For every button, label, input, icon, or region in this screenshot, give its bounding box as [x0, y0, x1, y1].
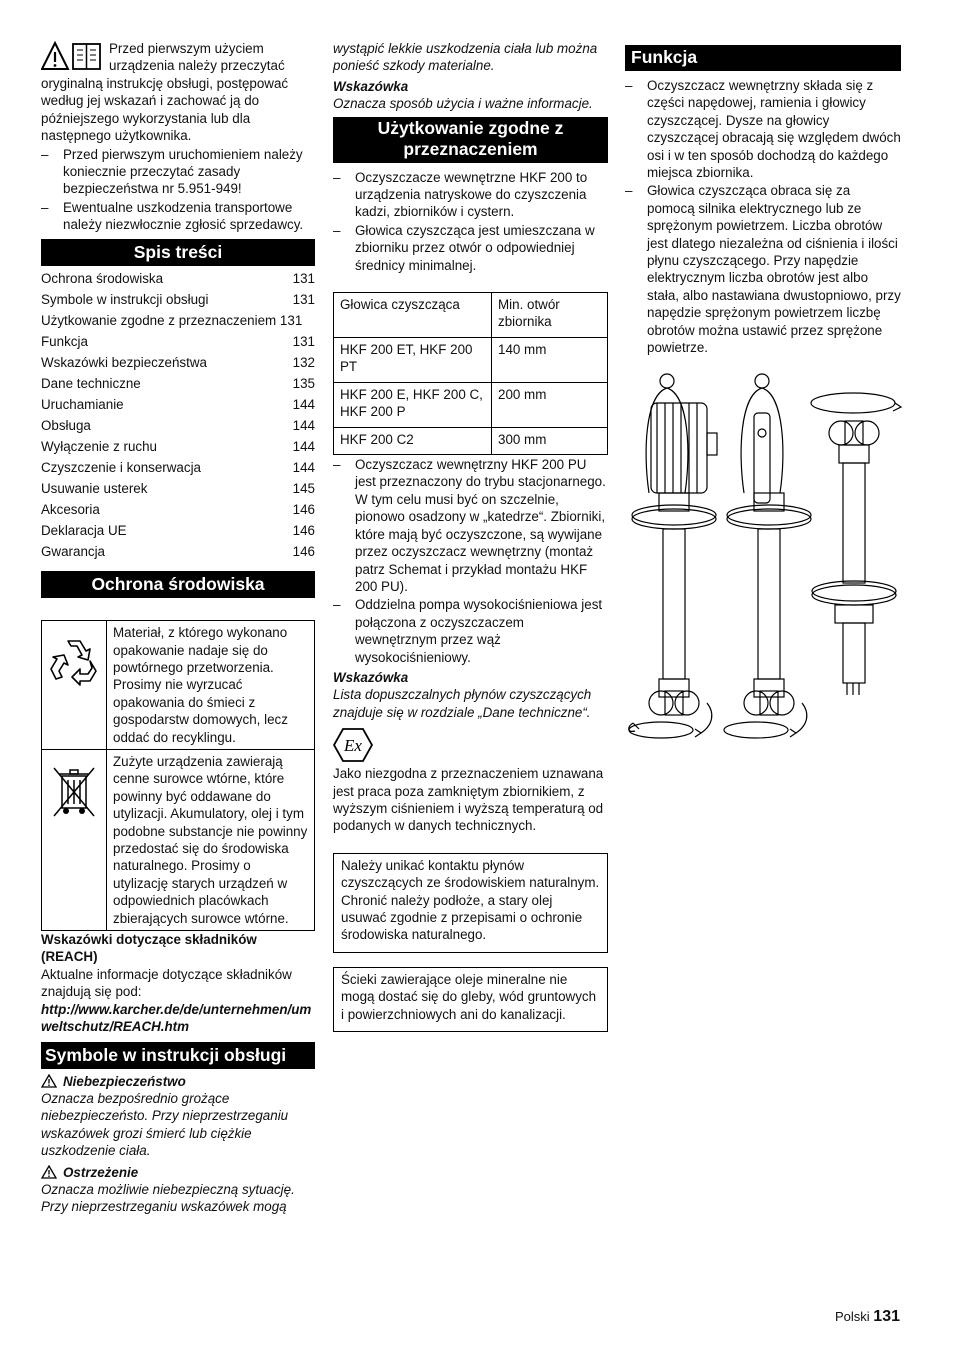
use-bullet: – Oczyszczacze wewnętrzne HKF 200 to urządzenia natryskowe do czyszczenia kadzi, zbiorników i cystern.: [333, 169, 608, 221]
column-left: [41, 40, 315, 1216]
device-electric: [629, 374, 717, 738]
danger-triangle-icon: [41, 1074, 57, 1088]
crossed-bin-icon: [48, 764, 100, 822]
warning-triangle-icon: [41, 41, 103, 73]
warning-label: Ostrzeżenie: [63, 1164, 139, 1180]
reach-heading: Wskazówki dotyczące składników (REACH): [41, 932, 257, 965]
warning-text: Oznacza możliwie niebezpieczną sytuację. Przy nieprzestrzeganiu wskazówek mogą: [41, 1181, 295, 1215]
note-label: Wskazówka: [333, 78, 409, 94]
table-header-cell: Głowica czyszcząca: [334, 293, 492, 338]
env-row-text: Materiał, z którego wykonano opakowanie nadaje się do powtórnego przetworzenia. Prosimy nie wyrzucać opakowania do śmieci z gospodarstw domowych, lecz oddać do recyklingu.: [107, 621, 315, 750]
table-cell: HKF 200 ET, HKF 200 PT: [334, 338, 492, 383]
table-header-row: [334, 293, 608, 338]
toc-heading: Spis treści: [41, 239, 315, 266]
intro-rest: oryginalną instrukcję obsługi, postępować według jej wskazań i zachować ją do późniejszego wykorzystania lub dla następnego użytkownika.: [41, 76, 289, 144]
env-note-box: Należy unikać kontaktu płynów czyszczących ze środowiskiem naturalnym. Chronić należy podłoże, a stary olej usuwać zgodnie z przepisami o ochronie środowiska naturalnego.: [333, 853, 608, 953]
toc-item[interactable]: Uruchamianie 144: [41, 397, 315, 413]
intro-bullet: – Ewentualne uszkodzenia transportowe należy niezwłocznie zgłosić sprzedawcy.: [41, 199, 315, 234]
toc-item[interactable]: Użytkowanie zgodne z przeznaczeniem 131: [41, 312, 303, 328]
reach-text: Aktualne informacje dotyczące składników znajdują się pod:: [41, 966, 292, 1000]
env-row-text: Zużyte urządzenia zawierają cenne surowce wtórne, które powinny być oddawane do utylizacji. Akumulatory, olej i tym podobne substancje nie powinny przedostać się do środowiska naturalnego. Prosimy o utylizację starych urządzeń w odpowiednich placówkach zbierających surowce wtórne.: [107, 750, 315, 931]
table-cell: HKF 200 E, HKF 200 C, HKF 200 P: [334, 383, 492, 428]
page-footer: [835, 1308, 900, 1325]
toc-item[interactable]: Gwarancja 146: [41, 544, 315, 560]
intro-block: [41, 40, 315, 145]
warning-triangle-small-icon: [41, 1165, 57, 1179]
table-cell: HKF 200 C2: [334, 428, 492, 455]
env-row: [42, 621, 315, 750]
toc-item[interactable]: Czyszczenie i konserwacja 144: [41, 460, 315, 476]
use-bullet: – Oczyszczacz wewnętrzny HKF 200 PU jest przeznaczony do trybu stacjonarnego. W tym celu musi być on szczelnie, pionowo osadzony w „katedrze“. Zbiorniki, które mają być oczyszczone, są wywijane przez oczyszczacz wewnętrzny (montaż patrz Schemat i przykład montażu HKF 200 PU).: [333, 456, 608, 595]
use-heading: Użytkowanie zgodne z przeznaczeniem: [333, 117, 608, 163]
wastewater-note-box: Ścieki zawierające oleje mineralne nie mogą dostać się do gleby, wód gruntowych i powierzchniowych ani do kanalizacji.: [333, 967, 608, 1032]
svg-text:Ex: Ex: [344, 736, 362, 756]
function-bullet: – Głowica czyszcząca obraca się za pomocą silnika elektrycznego lub ze sprężonym powietrzem. Liczba obrotów jest dlatego niezależna od ciśnienia i ilości płynu czyszczącego. Przy napędzie elektrycznym liczba obrotów jest albo stała, albo nastawiana dwustopniowo, przy napędzie sprężonym powietrzem liczbę obrotów można ustawić przez sprężone powietrze.: [625, 182, 901, 356]
toc-list: [41, 266, 315, 565]
intro-bullet: – Przed pierwszym uruchomieniem należy koniecznie przeczytać zasady bezpieczeństwa nr 5.951-949!: [41, 146, 315, 198]
ex-text: Jako niezgodna z przeznaczeniem uznawana jest praca poza zamkniętym zbiornikiem, z wyższym ciśnieniem i wyższą temperaturą od podanych w danych technicznych.: [333, 766, 604, 834]
table-row: [334, 383, 608, 428]
column-right: [625, 45, 901, 753]
toc-item[interactable]: Dane techniczne 135: [41, 376, 315, 392]
intro-first: Przed pierwszym użyciem urządzenia należy przeczytać: [109, 41, 285, 74]
device-stationary: [811, 393, 901, 695]
opening-table: [333, 292, 608, 455]
danger-text: Oznacza bezpośrednio grożące niebezpieczeństo. Przy nieprzestrzeganiu wskazówek grozi śmierć lub ciężkie uszkodzenie ciała.: [41, 1090, 289, 1159]
cleaning-devices-illustration: [625, 373, 905, 753]
reach-link[interactable]: http://www.karcher.de/de/unternehmen/umweltschutz/REACH.htm: [41, 1001, 312, 1035]
env-row: [42, 750, 315, 931]
toc-item[interactable]: Obsługa 144: [41, 418, 315, 434]
column-middle: [333, 40, 608, 1032]
note-text: Oznacza sposób użycia i ważne informacje.: [333, 96, 593, 112]
device-pneumatic: [724, 374, 811, 738]
env-heading: Ochrona środowiska: [41, 571, 315, 598]
table-row: [334, 428, 608, 455]
note2-label: Wskazówka: [333, 669, 409, 685]
ex-hexagon-icon: [333, 727, 373, 763]
table-cell: 140 mm: [492, 338, 608, 383]
table-header-cell: Min. otwór zbiornika: [492, 293, 608, 338]
table-cell: 200 mm: [492, 383, 608, 428]
function-bullet: – Oczyszczacz wewnętrzny składa się z części napędowej, ramienia i głowicy czyszczącej. Dysze na głowicy czyszczącej obracają się względem dwóch osi i w ten sposób dochodzą do każdego miejsca zbiornika.: [625, 77, 901, 181]
danger-label: Niebezpieczeństwo: [63, 1073, 186, 1089]
toc-item[interactable]: Usuwanie usterek 145: [41, 481, 315, 497]
use-bullet: – Głowica czyszcząca jest umieszczana w zbiorniku przez otwór o odpowiedniej średnicy minimalnej.: [333, 222, 608, 274]
note2-text: Lista dopuszczalnych płynów czyszczących znajduje się w rozdziale „Dane techniczne“.: [333, 687, 592, 720]
use-bullet: – Oddzielna pompa wysokociśnieniowa jest połączona z oczyszczaczem wewnętrznym przez wąż wysokociśnieniowy.: [333, 596, 608, 666]
warning-text-continued: wystąpić lekkie uszkodzenia ciała lub można ponieść szkody materialne.: [333, 41, 598, 74]
toc-item[interactable]: Wskazówki bezpieczeństwa 132: [41, 355, 315, 371]
symbols-heading: Symbole w instrukcji obsługi: [41, 1042, 315, 1069]
toc-item[interactable]: Wyłączenie z ruchu 144: [41, 439, 315, 455]
toc-item[interactable]: Ochrona środowiska 131: [41, 270, 315, 286]
toc-item[interactable]: Symbole w instrukcji obsługi 131: [41, 291, 315, 307]
table-cell: 300 mm: [492, 428, 608, 455]
toc-item[interactable]: Akcesoria 146: [41, 502, 315, 518]
env-table: [41, 620, 315, 931]
toc-item[interactable]: Deklaracja UE 146: [41, 523, 315, 539]
table-row: [334, 338, 608, 383]
footer-language: Polski: [834, 1309, 870, 1324]
warning-manual-icons: [41, 41, 103, 75]
toc-item[interactable]: Funkcja 131: [41, 334, 315, 350]
recycling-icon: [48, 635, 100, 689]
page-number: 131: [873, 1308, 900, 1325]
function-heading: Funkcja: [625, 45, 901, 71]
